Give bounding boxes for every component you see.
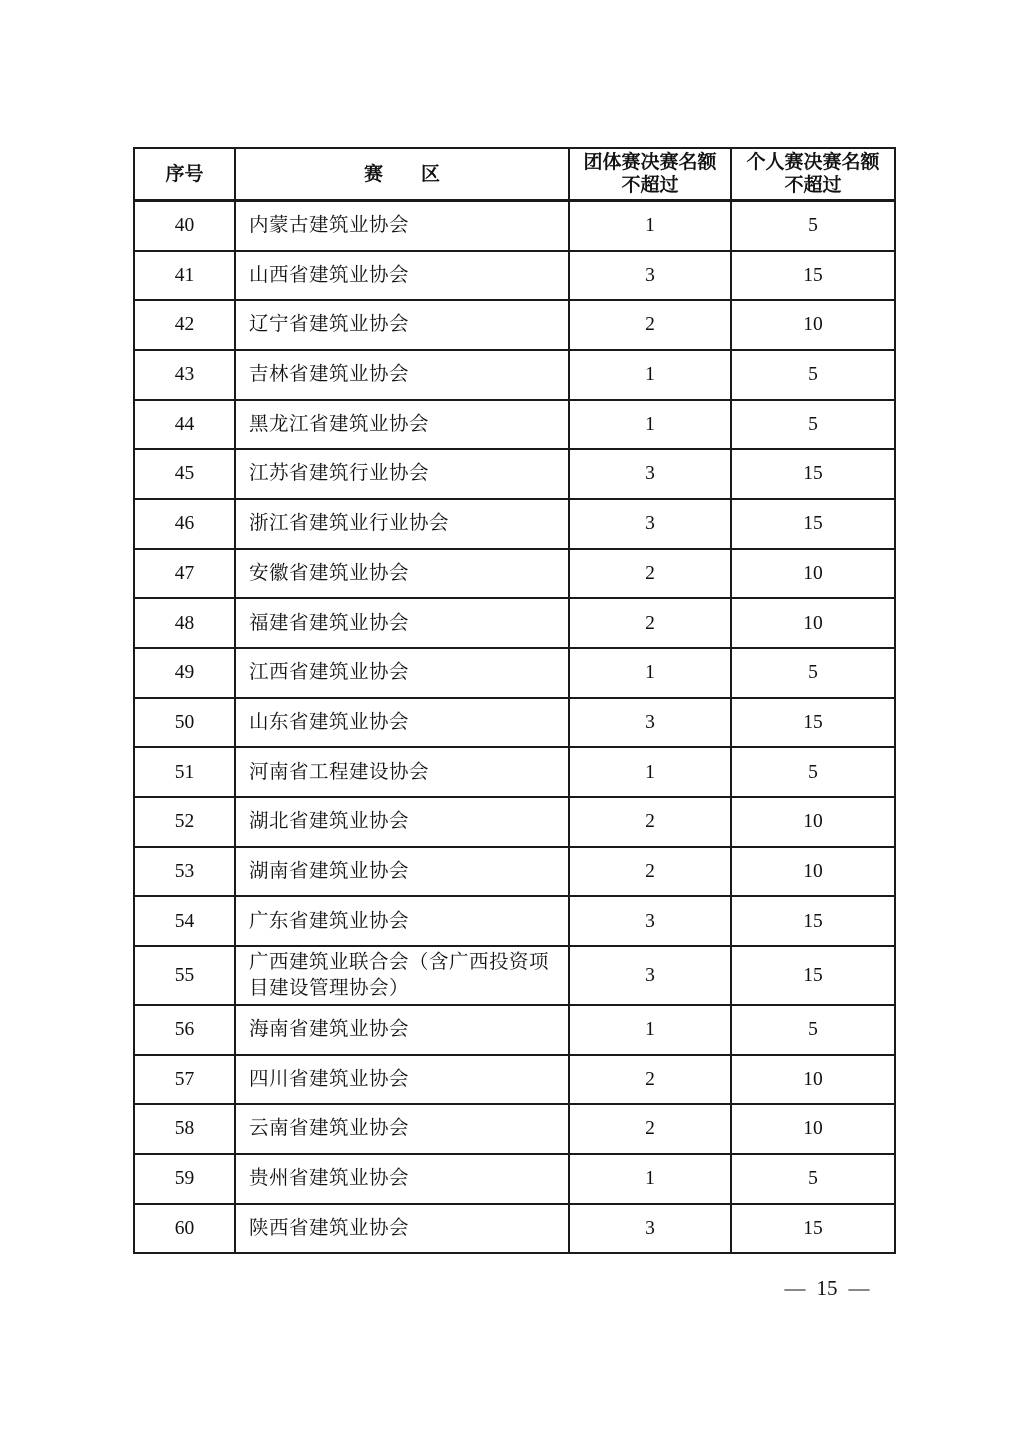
table-row	[134, 400, 895, 450]
cell-team: 3	[569, 946, 731, 1005]
cell-team: 2	[569, 1055, 731, 1105]
cell-no: 51	[134, 747, 235, 797]
cell-no: 52	[134, 797, 235, 847]
table-row	[134, 350, 895, 400]
cell-team: 1	[569, 648, 731, 698]
cell-individual: 10	[731, 598, 895, 648]
cell-team: 1	[569, 201, 731, 251]
table-row	[134, 449, 895, 499]
column-header-team	[569, 148, 731, 201]
table-row	[134, 896, 895, 946]
cell-no: 49	[134, 648, 235, 698]
cell-individual: 5	[731, 400, 895, 450]
page-number	[752, 1276, 902, 1301]
cell-individual: 5	[731, 1154, 895, 1204]
cell-region: 湖北省建筑业协会	[235, 797, 569, 847]
table-row	[134, 1154, 895, 1204]
cell-individual: 5	[731, 1005, 895, 1055]
cell-team: 2	[569, 300, 731, 350]
table-row	[134, 648, 895, 698]
table-row	[134, 598, 895, 648]
cell-no: 56	[134, 1005, 235, 1055]
cell-region: 江苏省建筑行业协会	[235, 449, 569, 499]
table-row	[134, 251, 895, 301]
cell-no: 60	[134, 1204, 235, 1254]
cell-region: 云南省建筑业协会	[235, 1104, 569, 1154]
cell-no: 58	[134, 1104, 235, 1154]
cell-no: 59	[134, 1154, 235, 1204]
cell-no: 40	[134, 201, 235, 251]
cell-team: 1	[569, 1005, 731, 1055]
table-row	[134, 1005, 895, 1055]
cell-team: 3	[569, 896, 731, 946]
table-row	[134, 1204, 895, 1254]
column-header-no	[134, 148, 235, 201]
quota-table-header	[134, 148, 895, 201]
page-number-left-dash: —	[784, 1276, 806, 1300]
cell-team: 2	[569, 549, 731, 599]
cell-region: 浙江省建筑业行业协会	[235, 499, 569, 549]
cell-team: 2	[569, 1104, 731, 1154]
table-row	[134, 549, 895, 599]
column-header-line: 团体赛决赛名额	[583, 152, 717, 173]
column-header-line: 赛 区	[363, 163, 440, 185]
cell-no: 48	[134, 598, 235, 648]
cell-individual: 10	[731, 1055, 895, 1105]
cell-region: 河南省工程建设协会	[235, 747, 569, 797]
quota-table-body	[134, 201, 895, 1253]
cell-region: 安徽省建筑业协会	[235, 549, 569, 599]
cell-team: 1	[569, 747, 731, 797]
cell-no: 44	[134, 400, 235, 450]
cell-region: 贵州省建筑业协会	[235, 1154, 569, 1204]
cell-individual: 5	[731, 350, 895, 400]
cell-no: 42	[134, 300, 235, 350]
cell-team: 3	[569, 1204, 731, 1254]
quota-table	[133, 147, 896, 1254]
header-row	[134, 148, 895, 201]
cell-region: 辽宁省建筑业协会	[235, 300, 569, 350]
cell-no: 50	[134, 698, 235, 748]
column-header-individual	[731, 148, 895, 201]
cell-region: 内蒙古建筑业协会	[235, 201, 569, 251]
table-row	[134, 747, 895, 797]
table-row	[134, 201, 895, 251]
cell-region: 广东省建筑业协会	[235, 896, 569, 946]
cell-team: 3	[569, 698, 731, 748]
cell-individual: 10	[731, 549, 895, 599]
page-number-value: 15	[816, 1276, 838, 1300]
cell-no: 57	[134, 1055, 235, 1105]
cell-team: 2	[569, 598, 731, 648]
table-row	[134, 1055, 895, 1105]
cell-no: 43	[134, 350, 235, 400]
cell-team: 1	[569, 350, 731, 400]
cell-no: 47	[134, 549, 235, 599]
cell-no: 55	[134, 946, 235, 1005]
table-row	[134, 847, 895, 897]
cell-individual: 10	[731, 300, 895, 350]
cell-no: 45	[134, 449, 235, 499]
column-header-region	[235, 148, 569, 201]
cell-team: 2	[569, 847, 731, 897]
cell-individual: 15	[731, 1204, 895, 1254]
table-row	[134, 946, 895, 1005]
cell-region: 湖南省建筑业协会	[235, 847, 569, 897]
cell-region: 黑龙江省建筑业协会	[235, 400, 569, 450]
table-row	[134, 499, 895, 549]
page-number-right-dash: —	[848, 1276, 870, 1300]
cell-no: 41	[134, 251, 235, 301]
column-header-line: 个人赛决赛名额	[746, 152, 880, 173]
cell-no: 54	[134, 896, 235, 946]
table-row	[134, 300, 895, 350]
cell-individual: 15	[731, 698, 895, 748]
cell-individual: 15	[731, 449, 895, 499]
cell-individual: 15	[731, 251, 895, 301]
cell-region: 山西省建筑业协会	[235, 251, 569, 301]
cell-team: 1	[569, 400, 731, 450]
cell-team: 3	[569, 251, 731, 301]
cell-individual: 10	[731, 797, 895, 847]
cell-region: 吉林省建筑业协会	[235, 350, 569, 400]
cell-team: 2	[569, 797, 731, 847]
column-header-line: 序号	[165, 163, 204, 185]
cell-region: 广西建筑业联合会（含广西投资项目建设管理协会）	[235, 946, 569, 1005]
cell-region: 福建省建筑业协会	[235, 598, 569, 648]
cell-individual: 15	[731, 499, 895, 549]
cell-no: 53	[134, 847, 235, 897]
cell-region: 江西省建筑业协会	[235, 648, 569, 698]
table-row	[134, 1104, 895, 1154]
cell-region: 四川省建筑业协会	[235, 1055, 569, 1105]
column-header-line: 不超过	[784, 175, 842, 197]
cell-no: 46	[134, 499, 235, 549]
cell-region: 山东省建筑业协会	[235, 698, 569, 748]
cell-individual: 15	[731, 946, 895, 1005]
column-header-line: 不超过	[621, 175, 679, 197]
cell-region: 陕西省建筑业协会	[235, 1204, 569, 1254]
cell-individual: 5	[731, 747, 895, 797]
table-row	[134, 797, 895, 847]
cell-team: 3	[569, 499, 731, 549]
cell-individual: 5	[731, 201, 895, 251]
cell-team: 3	[569, 449, 731, 499]
table-row	[134, 698, 895, 748]
cell-individual: 15	[731, 896, 895, 946]
cell-region: 海南省建筑业协会	[235, 1005, 569, 1055]
cell-team: 1	[569, 1154, 731, 1204]
cell-individual: 10	[731, 1104, 895, 1154]
cell-individual: 5	[731, 648, 895, 698]
cell-individual: 10	[731, 847, 895, 897]
